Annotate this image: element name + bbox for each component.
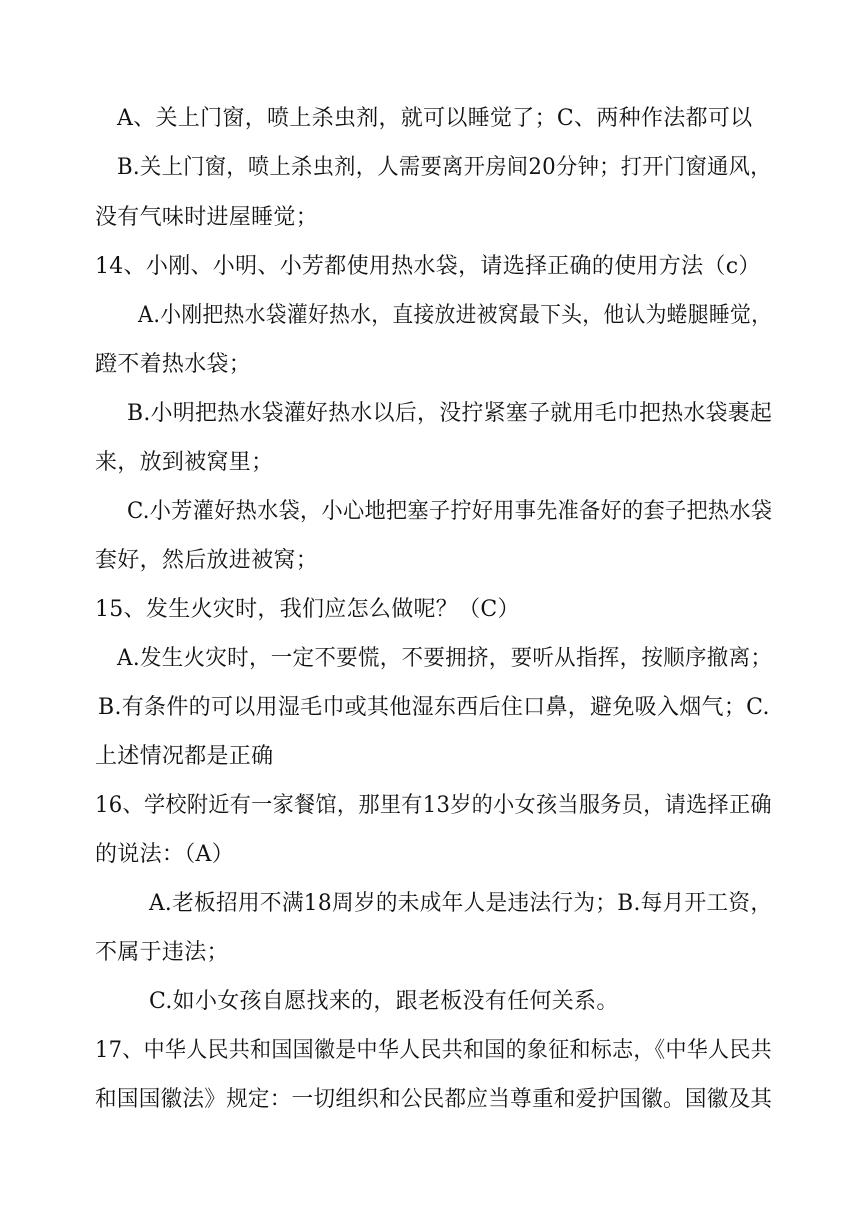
q14-option-c-continuation: 套好，然后放进被窝； — [95, 548, 319, 573]
question-15: 15、发生火灾时，我们应怎么做呢？（C） — [95, 597, 520, 622]
q16-option-a-continuation: 不属于违法； — [95, 940, 229, 965]
question-16-continuation: 的说法：（A） — [95, 842, 234, 867]
q15-option-c: 上述情况都是正确 — [95, 744, 274, 769]
q14-option-b: B.小明把热水袋灌好热水以后，没拧紧塞子就用毛巾把热水袋裹起 — [127, 401, 773, 426]
q14-option-a-continuation: 蹬不着热水袋； — [95, 352, 252, 377]
q16-option-a: A.老板招用不满18周岁的未成年人是违法行为；B.每月开工资， — [149, 891, 773, 916]
option-b-line: B.关上门窗，喷上杀虫剂，人需要离开房间20分钟；打开门窗通风， — [117, 155, 772, 180]
question-14: 14、小刚、小明、小芳都使用热水袋，请选择正确的使用方法（c） — [95, 254, 761, 279]
q14-option-c: C.小芳灌好热水袋，小心地把塞子拧好用事先准备好的套子把热水袋 — [127, 499, 773, 524]
question-17: 17、中华人民共和国国徽是中华人民共和国的象征和标志，《中华人民共 — [95, 1038, 772, 1063]
option-b-continuation: 没有气味时进屋睡觉； — [95, 205, 319, 230]
option-a-line: A、关上门窗，喷上杀虫剂，就可以睡觉了；C、两种作法都可以 — [117, 106, 753, 131]
question-16: 16、学校附近有一家餐馆，那里有13岁的小女孩当服务员，请选择正确 — [95, 793, 772, 818]
q15-option-b: B.有条件的可以用湿毛巾或其他湿东西后住口鼻，避免吸入烟气；C. — [98, 695, 770, 720]
q15-option-a: A.发生火灾时，一定不要慌，不要拥挤，要听从指挥，按顺序撤离； — [117, 646, 773, 671]
question-17-continuation: 和国国徽法》规定：一切组织和公民都应当尊重和爱护国徽。国徽及其 — [95, 1087, 773, 1112]
q14-option-a: A.小刚把热水袋灌好热水，直接放进被窝最下头，他认为蜷腿睡觉， — [138, 303, 773, 328]
q14-option-b-continuation: 来，放到被窝里； — [95, 450, 274, 475]
q16-option-c: C.如小女孩自愿找来的，跟老板没有任何关系。 — [149, 989, 619, 1014]
